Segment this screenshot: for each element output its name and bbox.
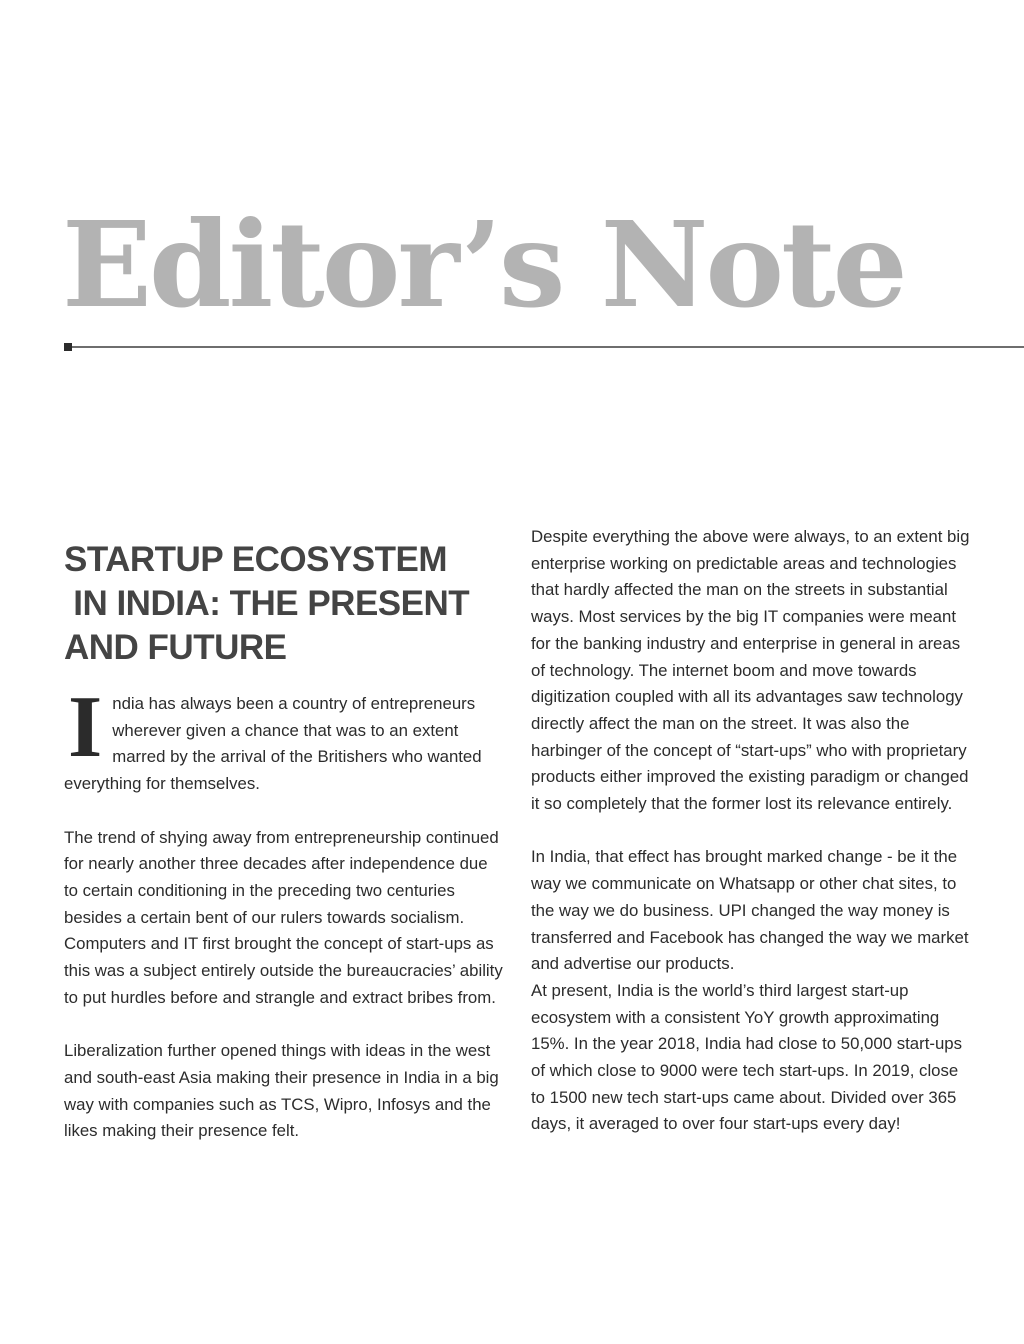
headline-line: STARTUP ECOSYSTEM xyxy=(64,540,448,579)
article-column-left xyxy=(64,679,504,1145)
article-paragraph: The trend of shying away from entrepreneurship continued for nearly another three decades after independence due to certain conditioning in the preceding two centuries besides a certain bent of our rulers towards socialism. Computers and IT first brought the concept of start-ups as this was a subject entirely outside the bureaucracies’ ability to put hurdles before and strangle and extract bribes from. xyxy=(64,827,503,1007)
title-rule xyxy=(72,346,1024,348)
article-paragraph: Despite everything the above were always, to an extent big enterprise working on predictable areas and technologies that hardly affected the man on the streets in substantial ways. Most services by the big IT companies were meant for the banking industry and enterprise in general in areas of technology. The internet boom and move towards digitization coupled with all its advantages saw technology directly affect the man on the street. It was also the harbinger of the concept of “start-ups” who with proprietary products either improved the existing paradigm or changed it so completely that the former lost its relevance entirely. xyxy=(531,527,970,814)
headline-line: AND FUTURE xyxy=(64,628,287,667)
article-paragraph: At present, India is the world’s third largest start-up ecosystem with a consistent YoY growth approximating 15%. In the year 2018, India had close to 50,000 start-ups of which close to 9000 were tech start-ups. In 2019, close to 1500 new tech start-ups came about. Divided over 365 days, it averaged to over four start-ups every day! xyxy=(531,980,963,1134)
article-headline xyxy=(64,538,524,670)
article-paragraph: In India, that effect has brought marked change - be it the way we communicate on Whatsapp or other chat sites, to the way we do business. UPI changed the way money is transferred and Facebook has changed the way we market and advertise our products. xyxy=(531,847,969,974)
article-paragraph: Liberalization further opened things with ideas in the west and south-east Asia making their presence in India in a big way with companies such as TCS, Wipro, Infosys and the likes making their presence felt. xyxy=(64,1041,499,1141)
title-rule-marker xyxy=(64,343,72,351)
article-column-right xyxy=(531,524,971,1138)
article-paragraph xyxy=(64,679,504,798)
page-title: Editor’s Note xyxy=(62,195,905,334)
headline-line: IN INDIA: THE PRESENT xyxy=(64,584,470,623)
drop-cap: I xyxy=(68,679,103,776)
paragraph-text: ndia has always been a country of entrepreneurs wherever given a chance that was to an extent marred by the arrival of the Britishers who wanted everything for themselves. xyxy=(64,694,482,794)
